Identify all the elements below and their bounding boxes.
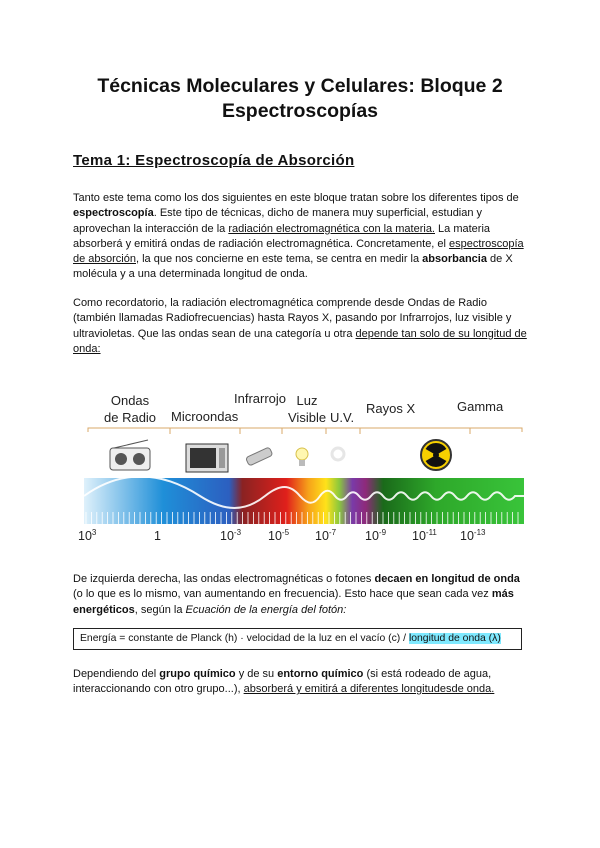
title-line-2: Espectroscopías [221, 100, 379, 122]
microwave-icon [186, 444, 228, 472]
text: . Este tipo de técnicas, dicho de manera muy superficial, estudian y aprovechan la interacción de la [73, 207, 483, 235]
underlined-text: espectroscopía de absorción [73, 237, 524, 266]
tick-label [460, 528, 485, 543]
underlined-text: absorberá y emitirá a diferentes longitudesde onda. [243, 683, 495, 696]
tick-label-base: 1 [154, 529, 161, 544]
tick-label-base: 10 [315, 529, 329, 544]
italic-text: Ecuación de la energía del fotón: [185, 603, 347, 616]
equation-text: Energía = constante de Planck (h) · velocidad de la luz en el vacío (c) / [80, 633, 409, 644]
scale-ticks [86, 512, 518, 524]
sun-icon [332, 448, 344, 460]
tick-label-exp: -3 [233, 528, 242, 537]
section-heading: Tema 1: Espectroscopía de Absorción [73, 152, 355, 169]
remote-icon [246, 447, 273, 466]
tick-label [315, 528, 336, 543]
text: La materia absorberá y emitirá ondas de radiación electromagnética. Concretamente, el [73, 222, 491, 250]
text: (si está rodeado de agua, interaccionando con otro grupo...), [73, 668, 492, 696]
bracket-line [88, 428, 522, 432]
tick-label-base: 10 [220, 529, 234, 544]
bold-term: decaen en longitud de onda [374, 573, 520, 585]
tick-label [268, 528, 289, 543]
text: , la que nos concierne en este tema, se centra en medir la [136, 253, 423, 266]
label-gamma: Gamma [457, 399, 504, 414]
radiation-icon [421, 440, 451, 470]
label-infrared: Infrarrojo [234, 391, 287, 406]
text: (o lo que es lo mismo, van aumentando en frecuencia). Esto hace que sean cada vez [73, 588, 492, 601]
tick-label [78, 528, 96, 543]
bold-term: espectroscopía [73, 207, 154, 220]
title-line-1: Técnicas Moleculares y Celulares: Bloque 2 [97, 75, 503, 97]
bold-term: entorno químico [277, 668, 364, 680]
label-visible-line2: Visible [288, 410, 327, 425]
tick-label-base: 10 [365, 529, 379, 544]
label-xray: Rayos X [366, 401, 416, 416]
bracket-line [170, 428, 470, 434]
tick-label-exp: -5 [281, 528, 290, 537]
tick-label-base: 10 [460, 529, 474, 544]
tick-label [365, 528, 386, 543]
label-microwave: Microondas [171, 409, 239, 424]
underlined-text: radiación electromagnética con la materia. [228, 222, 435, 235]
bold-term: más energéticos [73, 588, 514, 616]
tick-label [220, 528, 241, 543]
radio-icon [110, 440, 150, 470]
bold-term: grupo químico [159, 668, 236, 680]
tick-label-exp: -7 [328, 528, 337, 537]
label-uv: U.V. [330, 410, 355, 425]
text: , según la [134, 603, 186, 616]
tick-label-exp: 3 [91, 528, 97, 537]
text: de X molécula y a una determinada longitud de onda. [73, 253, 513, 281]
tick-label-exp: -11 [425, 528, 437, 537]
tick-label-exp: -13 [473, 528, 486, 537]
text: Tanto este tema como los dos siguientes en este bloque tratan sobre los diferentes tipos de [73, 192, 519, 204]
equation-highlight: longitud de onda (λ) [408, 633, 501, 644]
label-radio-line2: de Radio [104, 410, 157, 425]
tick-label-base: 10 [78, 529, 92, 544]
bold-term: absorbancia [422, 253, 487, 266]
label-radio-line1: Ondas [110, 393, 150, 408]
tick-label-base: 10 [268, 529, 282, 544]
text: Como recordatorio, la radiación electromagnética comprende desde Ondas de Radio (también llamadas Radiofrecuencias) hasta Rayos X, pasando por Infrarrojos, luz visible y ultravioletas. Que las ondas sean de una categoría u otra [73, 297, 512, 340]
label-visible-line1: Luz [296, 393, 318, 408]
text: y de su [235, 668, 278, 680]
underlined-text: depende tan solo de su longitud de onda: [73, 327, 527, 355]
paragraph-grupo-quimico [73, 667, 531, 698]
tick-label [154, 528, 161, 543]
text: De izquierda derecha, las ondas electromagnéticas o fotones [73, 573, 375, 585]
text: Dependiendo del [73, 668, 160, 680]
tick-label-base: 10 [412, 529, 426, 544]
tick-label [412, 528, 437, 543]
tick-label-exp: -9 [378, 528, 387, 537]
paragraph-energia [73, 572, 531, 618]
equation-box [73, 628, 522, 650]
lightbulb-icon [296, 448, 308, 466]
